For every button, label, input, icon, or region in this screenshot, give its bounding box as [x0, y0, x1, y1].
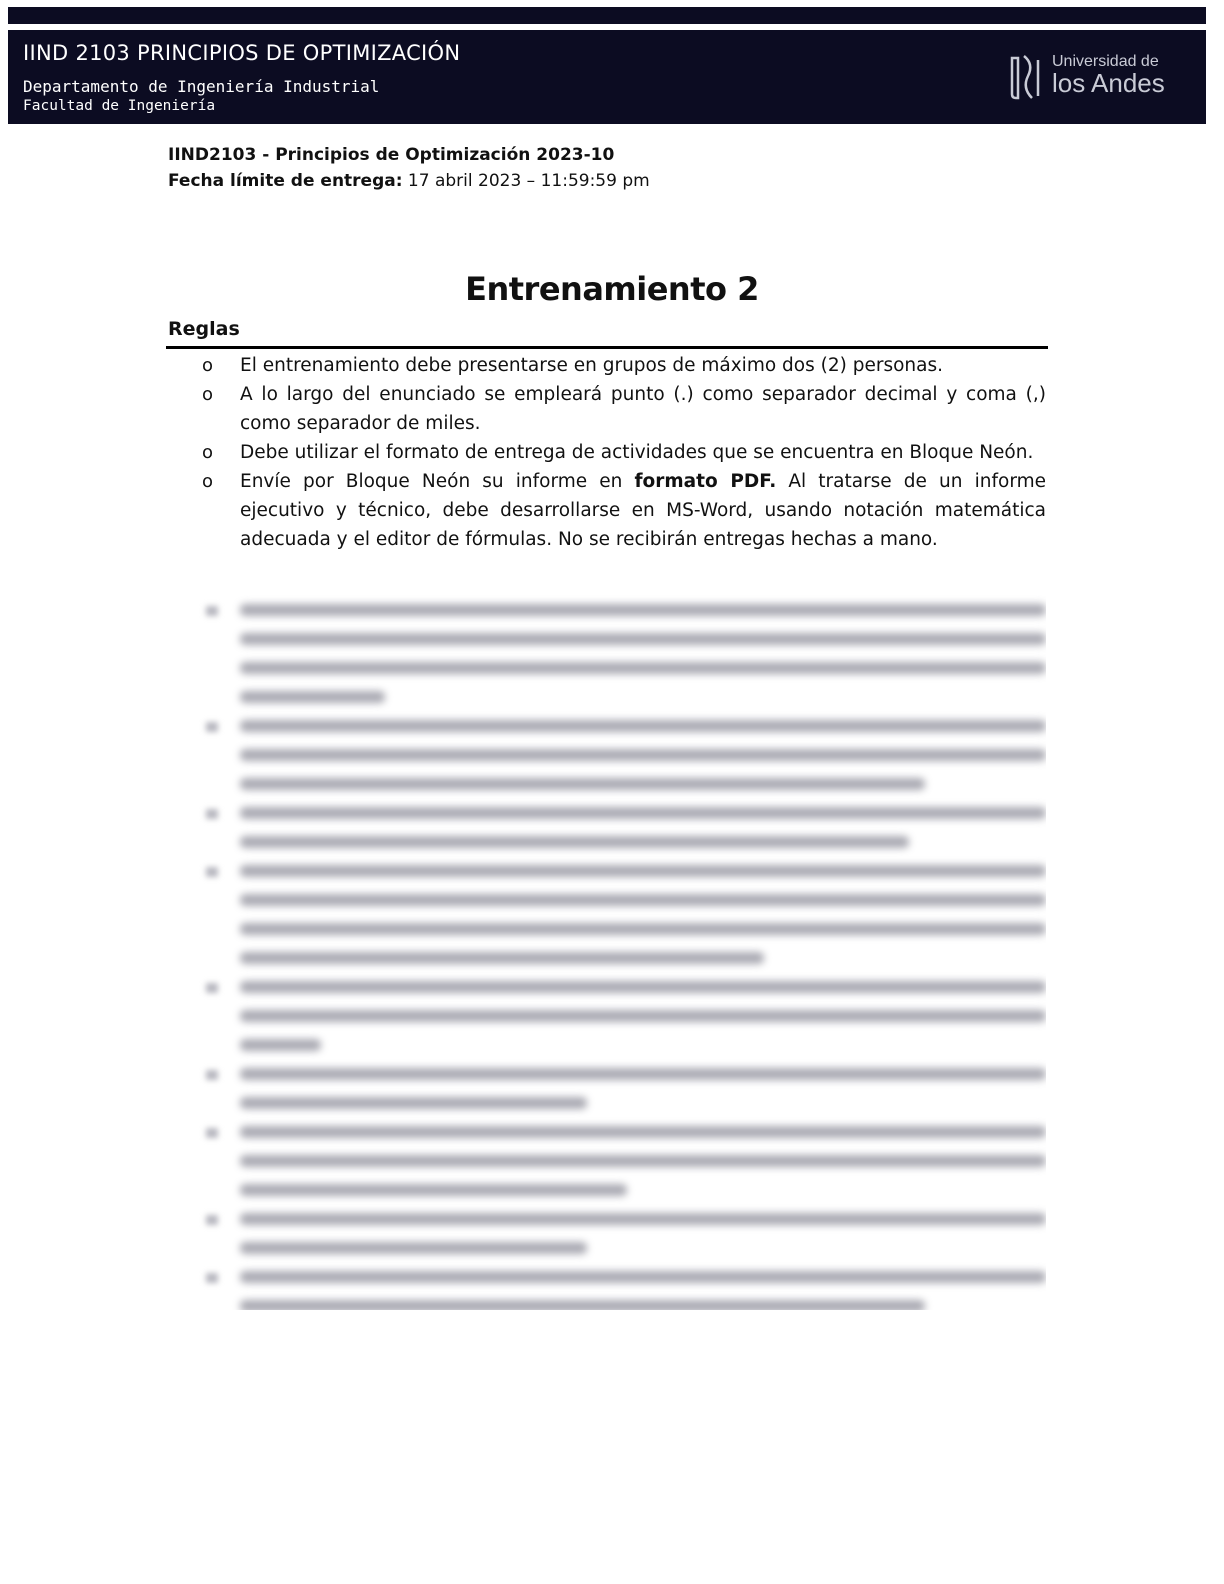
logo-text-top: Universidad de	[1052, 53, 1159, 70]
blurred-bullet-icon	[206, 809, 218, 819]
blurred-text-line	[240, 1242, 587, 1254]
blurred-text-line	[240, 1155, 1046, 1167]
blurred-text-line	[240, 633, 1046, 645]
bullet-icon: o	[202, 355, 214, 376]
blurred-text-line	[240, 662, 1046, 674]
blurred-text-line	[240, 865, 1046, 877]
blurred-text-line	[240, 691, 385, 703]
deadline-value: 17 abril 2023 – 11:59:59 pm	[402, 171, 650, 191]
blurred-text-line	[240, 1039, 321, 1051]
course-title: IIND 2103 PRINCIPIOS DE OPTIMIZACIÓN	[23, 41, 461, 65]
blurred-bullet-icon	[206, 1070, 218, 1080]
university-crest-icon	[1008, 54, 1044, 100]
page-title: Entrenamiento 2	[465, 270, 759, 308]
blurred-bullet-icon	[206, 1128, 218, 1138]
header-band	[8, 30, 1206, 124]
blurred-rules-content	[168, 590, 1046, 1310]
blurred-bullet-icon	[206, 983, 218, 993]
blurred-bullet-icon	[206, 606, 218, 616]
rules-heading: Reglas	[168, 318, 240, 340]
blurred-bullet-icon	[206, 1215, 218, 1225]
rules-divider	[166, 346, 1048, 349]
top-rule	[8, 7, 1206, 24]
blurred-text-line	[240, 894, 1046, 906]
blurred-text-line	[240, 1010, 1046, 1022]
course-line: IIND2103 - Principios de Optimización 2023-10	[168, 145, 615, 165]
university-logo	[1008, 52, 1164, 104]
blurred-text-line	[240, 1300, 925, 1310]
blurred-text-line	[240, 604, 1046, 616]
blurred-text-line	[240, 1126, 1046, 1138]
blurred-text-line	[240, 923, 1046, 935]
blurred-bullet-icon	[206, 867, 218, 877]
blurred-text-line	[240, 1068, 1046, 1080]
blurred-text-line	[240, 981, 1046, 993]
bullet-icon: o	[202, 471, 214, 492]
bullet-icon: o	[202, 442, 214, 463]
rule-text: El entrenamiento debe presentarse en grupos de máximo dos (2) personas.	[240, 355, 943, 376]
blurred-text-line	[240, 1097, 587, 1109]
rules-list	[168, 351, 1046, 554]
blurred-bullet-icon	[206, 722, 218, 732]
blurred-text-line	[240, 1184, 627, 1196]
deadline-label: Fecha límite de entrega:	[168, 171, 403, 191]
blurred-text-line	[240, 952, 764, 964]
blurred-text-line	[240, 836, 909, 848]
department-name: Departamento de Ingeniería Industrial	[23, 77, 380, 96]
blurred-text-line	[240, 778, 925, 790]
faculty-name: Facultad de Ingeniería	[23, 98, 216, 114]
deadline-line	[168, 168, 650, 194]
rule-item	[168, 380, 1046, 438]
rule-item	[168, 351, 1046, 380]
blurred-text-line	[240, 807, 1046, 819]
rule-item	[168, 467, 1046, 554]
bullet-icon: o	[202, 384, 214, 405]
document-meta	[168, 142, 650, 194]
rule-text-bold: formato PDF.	[634, 471, 777, 492]
rule-text: A lo largo del enunciado se empleará punto (.) como separador decimal y coma (,) como separador de miles.	[240, 384, 1046, 434]
blurred-bullet-icon	[206, 1273, 218, 1283]
rule-text: Envíe por Bloque Neón su informe en formato PDF. Al tratarse de un informe ejecutivo y técnico, debe desarrollarse en MS-Word, usando notación matemática adecuada y el editor de fórmulas. No se recibirán entregas hechas a mano.	[240, 471, 1047, 550]
blurred-text-line	[240, 720, 1046, 732]
rule-text: Debe utilizar el formato de entrega de actividades que se encuentra en Bloque Neón.	[240, 442, 1034, 463]
logo-text-bottom: los Andes	[1052, 68, 1165, 98]
rule-item	[168, 438, 1046, 467]
blurred-text-line	[240, 749, 1046, 761]
blurred-text-line	[240, 1213, 1046, 1225]
blurred-text-line	[240, 1271, 1046, 1283]
